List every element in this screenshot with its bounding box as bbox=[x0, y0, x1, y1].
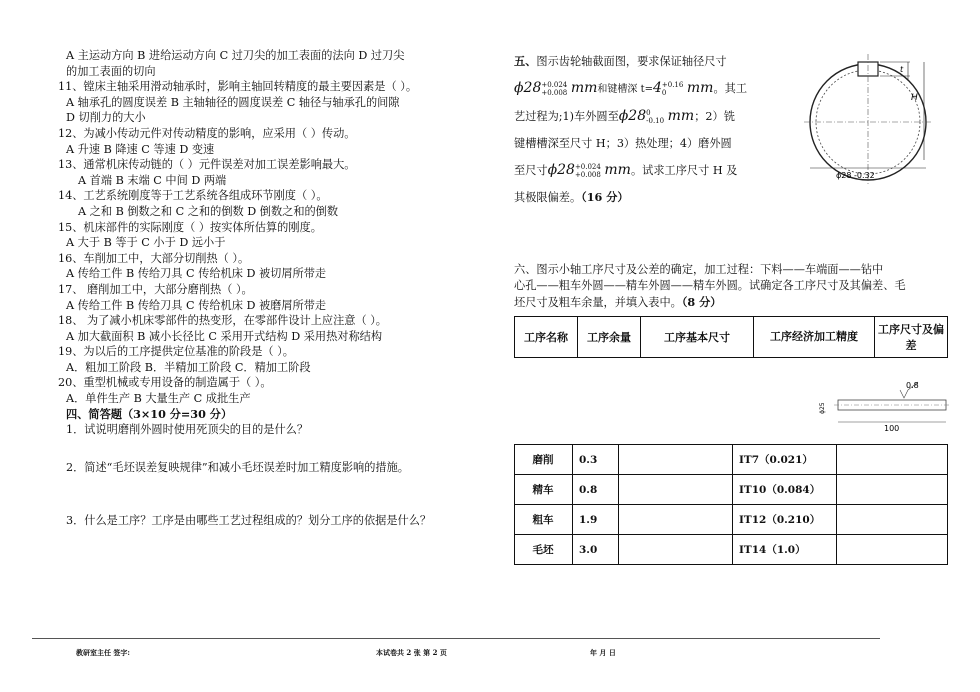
row-allowance: 0.3 bbox=[573, 445, 619, 475]
footer-date: 年 月 日 bbox=[590, 648, 616, 657]
q5-text: 。试求工序尺寸 H 及 bbox=[630, 164, 738, 177]
small-shaft-diagram bbox=[814, 376, 954, 436]
unit-mm: mm bbox=[686, 80, 714, 96]
question-line: A 主运动方向 B 进给运动方向 C 过刀尖的加工表面的法向 D 过刀尖 bbox=[66, 49, 405, 62]
question-line: A 首端 B 末端 C 中间 D 两端 bbox=[78, 173, 227, 187]
row-name: 磨削 bbox=[515, 445, 573, 475]
question-line: A 传给工件 B 传给刀具 C 传给机床 D 被切屑所带走 bbox=[66, 267, 327, 281]
footer-signature: 教研室主任 签字: bbox=[76, 648, 131, 657]
q5-text: 和键槽深 t= bbox=[597, 84, 653, 95]
row-result bbox=[837, 505, 948, 535]
header-allowance: 工序余量 bbox=[578, 317, 641, 358]
length-label: 100 bbox=[884, 424, 900, 433]
footer-page-info: 本试卷共 2 张 第 2 页 bbox=[376, 648, 447, 657]
question-line: 13、通常机床传动链的（ ）元件误差对加工误差影响最大。 bbox=[58, 158, 356, 172]
question-line: 15、机床部件的实际刚度（ ）按实体所估算的刚度。 bbox=[58, 220, 322, 234]
table-row bbox=[515, 535, 948, 565]
header-precision: 工序经济加工精度 bbox=[754, 317, 875, 358]
diameter-label: ϕ25 bbox=[819, 402, 826, 414]
header-process-name: 工序名称 bbox=[515, 317, 578, 358]
dim-upper: +0.024 bbox=[541, 81, 568, 89]
question-line: 17、 磨削加工中，大部分磨削热（ ）。 bbox=[58, 282, 253, 296]
row-precision: IT7（0.021） bbox=[733, 445, 837, 475]
q5-text: 至尺寸 bbox=[514, 164, 548, 177]
dim-upper: +0.16 bbox=[661, 81, 684, 89]
dim-4: 4 bbox=[652, 80, 662, 96]
table-row bbox=[515, 445, 948, 475]
row-name: 毛坯 bbox=[515, 535, 573, 565]
row-base bbox=[619, 445, 733, 475]
unit-mm: mm bbox=[570, 80, 598, 96]
q5-label: 五、 bbox=[514, 54, 537, 68]
question-line: 11、镗床主轴采用滑动轴承时，影响主轴回转精度的最主要因素是（ ）。 bbox=[58, 80, 418, 94]
q5-text: 其极限偏差。 bbox=[514, 191, 582, 204]
row-result bbox=[837, 535, 948, 565]
short-question-1: 1．试说明磨削外圆时使用死顶尖的目的是什么？ bbox=[66, 423, 309, 437]
question-line: A 轴承孔的圆度误差 B 主轴轴径的圆度误差 C 轴径与轴承孔的间隙 bbox=[66, 95, 400, 109]
unit-mm: mm bbox=[667, 108, 695, 124]
question-line: 19、为以后的工序提供定位基准的阶段是（ ）。 bbox=[58, 345, 294, 359]
left-column bbox=[58, 48, 498, 529]
q5-text: 键槽槽深至尺寸 H；3）热处理；4）磨外圆 bbox=[514, 137, 732, 150]
row-result bbox=[837, 445, 948, 475]
row-base bbox=[619, 475, 733, 505]
roughness-label: 0.8 bbox=[906, 381, 919, 390]
question-line: 20、重型机械或专用设备的制造属于（ ）。 bbox=[58, 376, 272, 390]
unit-mm: mm bbox=[604, 162, 631, 178]
q5-text: 。其工 bbox=[713, 82, 748, 95]
dim-phi28: ϕ28 bbox=[618, 108, 647, 124]
question-line: 12、为减小传动元件对传动精度的影响，应采用（ ）传动。 bbox=[58, 126, 356, 140]
question-line: 14、工艺系统刚度等于工艺系统各组成环节刚度（ ）。 bbox=[58, 189, 328, 203]
header-base-size: 工序基本尺寸 bbox=[641, 317, 754, 358]
process-table-header bbox=[514, 316, 948, 358]
row-precision: IT12（0.210） bbox=[733, 505, 837, 535]
footer-divider bbox=[32, 638, 880, 639]
header-size-tolerance: 工序尺寸及偏差 bbox=[875, 317, 948, 358]
question-line: A 大于 B 等于 C 小于 D 远小于 bbox=[66, 236, 226, 250]
dim-phi28: ϕ28 bbox=[514, 80, 542, 96]
table-row bbox=[515, 505, 948, 535]
dim-lower: 0 bbox=[661, 89, 667, 97]
question-line: D 切削力的大小 bbox=[66, 111, 146, 125]
q6-text: 心孔——粗车外圆——精车外圆——精车外圆。试确定各工序尺寸及其偏差、毛 bbox=[514, 279, 906, 292]
question-line: 16、车削加工中，大部分切削热（ ）。 bbox=[58, 251, 250, 265]
dim-upper: +0.024 bbox=[574, 163, 601, 171]
diagram-label-h: H bbox=[911, 93, 918, 103]
q6-text: 六、图示小轴工序尺寸及公差的确定，加工过程：下料——车端面——钻中 bbox=[514, 263, 884, 276]
row-base bbox=[619, 535, 733, 565]
row-allowance: 1.9 bbox=[573, 505, 619, 535]
table-row bbox=[515, 475, 948, 505]
diagram-label-t: t bbox=[900, 65, 904, 74]
row-name: 粗车 bbox=[515, 505, 573, 535]
row-precision: IT14（1.0） bbox=[733, 535, 837, 565]
dim-lower: +0.008 bbox=[574, 171, 601, 179]
q5-text: 艺过程为;1)车外圆至 bbox=[514, 110, 619, 123]
dim-lower: +0.008 bbox=[541, 89, 568, 97]
diagram-label-phi: ϕ28 -0.32 bbox=[836, 171, 875, 180]
row-allowance: 3.0 bbox=[573, 535, 619, 565]
question-line: 18、 为了减小机床零部件的热变形，在零部件设计上应注意（ ）。 bbox=[58, 314, 387, 328]
dim-lower: -0.10 bbox=[646, 117, 665, 125]
question-line: A 之和 B 倒数之和 C 之和的倒数 D 倒数之和的倒数 bbox=[78, 204, 339, 218]
row-name: 精车 bbox=[515, 475, 573, 505]
row-result bbox=[837, 475, 948, 505]
row-precision: IT10（0.084） bbox=[733, 475, 837, 505]
question-line: A 加大截面积 B 减小长径比 C 采用开式结构 D 采用热对称结构 bbox=[66, 329, 383, 343]
question-5 bbox=[514, 48, 774, 211]
process-table-body bbox=[514, 444, 948, 565]
dim-upper: 0 bbox=[646, 109, 651, 117]
question-line: A．单件生产 B 大量生产 C 成批生产 bbox=[66, 392, 251, 406]
question-line: A 升速 B 降速 C 等速 D 变速 bbox=[66, 142, 215, 156]
q6-text: 坯尺寸及粗车余量，并填入表中。 bbox=[514, 296, 682, 309]
question-line: A．粗加工阶段 B．半精加工阶段 C．精加工阶段 bbox=[66, 360, 311, 374]
question-6 bbox=[514, 262, 944, 311]
gear-shaft-section-diagram bbox=[796, 50, 946, 190]
q5-score: （16 分） bbox=[581, 190, 629, 204]
dim-phi28: ϕ28 bbox=[547, 162, 575, 178]
q5-text: 图示齿轮轴截面图，要求保证轴径尺寸 bbox=[536, 55, 727, 68]
short-question-2: 2．简述“毛坯误差复映规律”和减小毛坯误差时加工精度影响的措施。 bbox=[66, 460, 409, 474]
question-line: A 传给工件 B 传给刀具 C 传给机床 D 被磨屑所带走 bbox=[66, 298, 327, 312]
q5-text: ；2）铣 bbox=[694, 110, 735, 123]
q6-score: （8 分） bbox=[681, 295, 722, 309]
section-title: 四、简答题（3×10 分=30 分） bbox=[66, 406, 233, 421]
question-line: 的加工表面的切向 bbox=[66, 64, 156, 78]
row-allowance: 0.8 bbox=[573, 475, 619, 505]
short-question-3: 3．什么是工序？工序是由哪些工艺过程组成的？划分工序的依据是什么？ bbox=[66, 514, 432, 528]
row-base bbox=[619, 505, 733, 535]
